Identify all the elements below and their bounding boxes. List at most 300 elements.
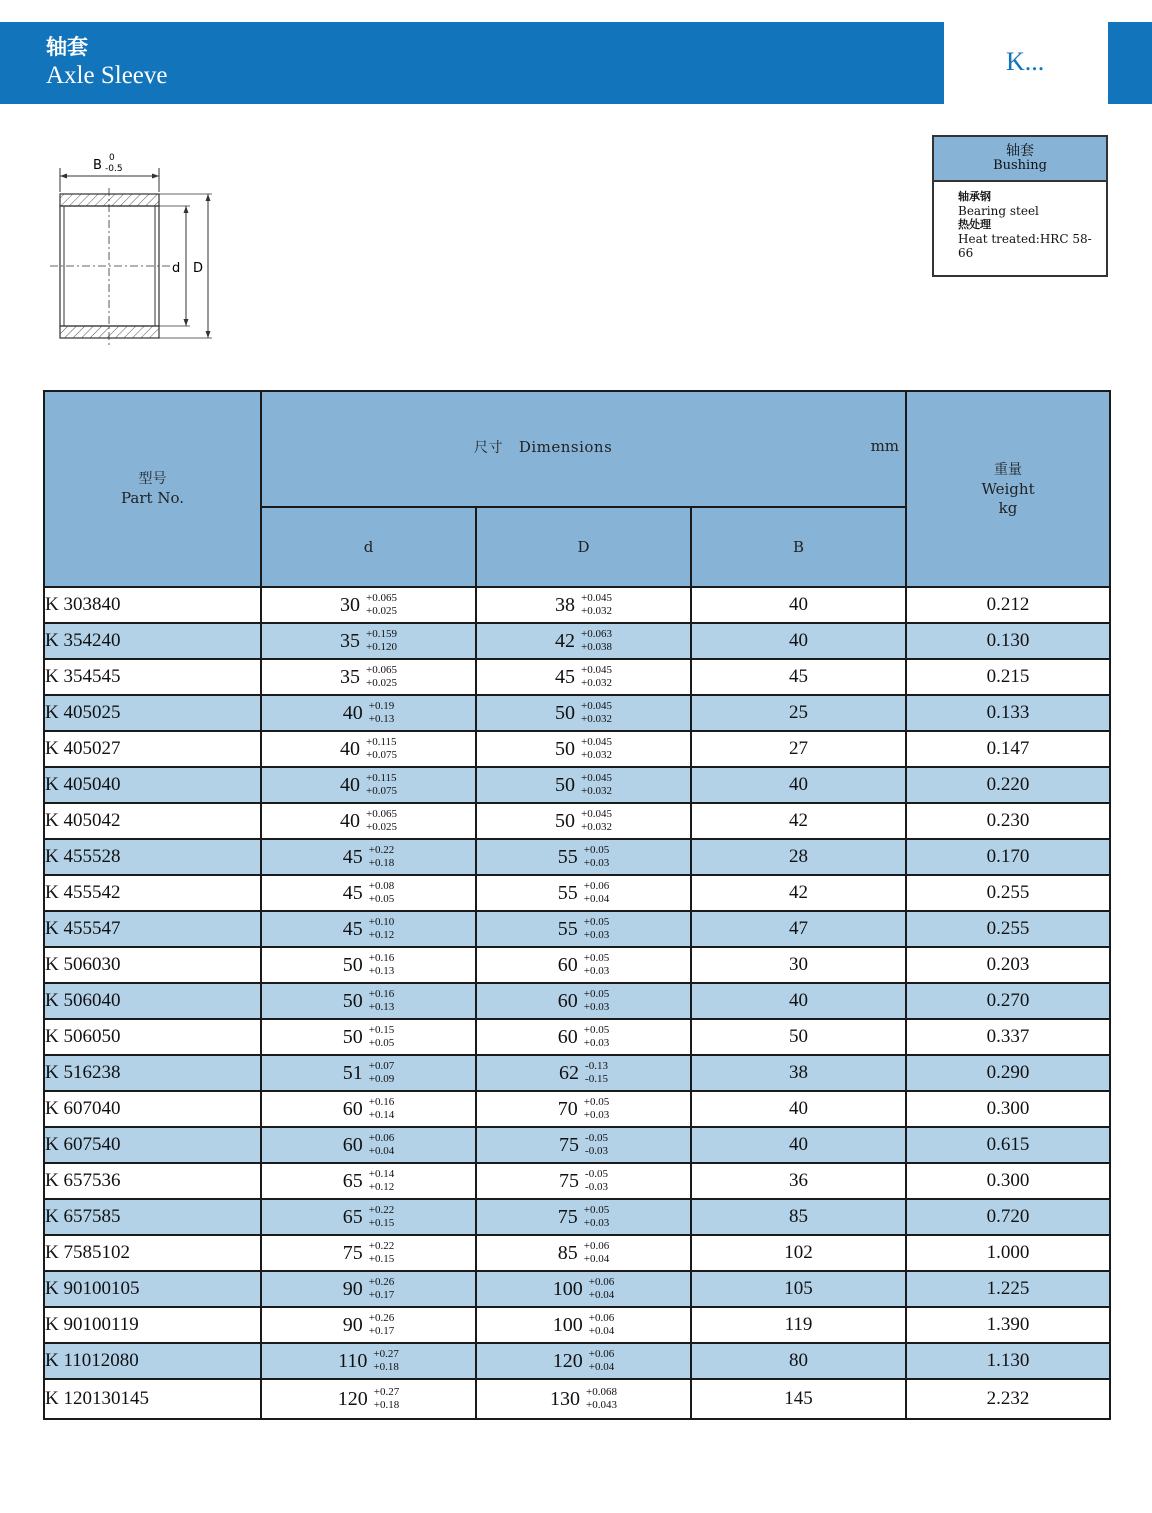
inner-tol-lower: +0.15 bbox=[368, 1253, 395, 1265]
material-head-cn: 轴套 bbox=[1006, 143, 1034, 159]
inner-tol-upper: +0.065 bbox=[366, 592, 397, 604]
outer-tol-upper: +0.06 bbox=[583, 1240, 610, 1252]
outer-tol-upper: +0.05 bbox=[583, 988, 610, 1000]
b-tol-upper: 0 bbox=[109, 153, 115, 163]
outer-tol-lower: +0.03 bbox=[583, 1001, 610, 1013]
outer-tol-lower: +0.032 bbox=[581, 605, 612, 617]
width-cell: 42 bbox=[691, 803, 906, 839]
inner-diameter: 75 bbox=[342, 1241, 363, 1264]
table-row bbox=[44, 803, 1110, 839]
width-cell: 45 bbox=[691, 659, 906, 695]
outer-tol-upper: +0.06 bbox=[588, 1276, 615, 1288]
outer-diameter: 120 bbox=[552, 1349, 583, 1372]
outer-tol-upper: -0.05 bbox=[585, 1132, 608, 1144]
weight-cell: 0.203 bbox=[906, 947, 1110, 983]
table-row bbox=[44, 1091, 1110, 1127]
outer-tol-upper: +0.05 bbox=[583, 1204, 610, 1216]
D-label: D bbox=[193, 261, 204, 276]
inner-diameter-cell bbox=[261, 695, 476, 731]
inner-tol-upper: +0.14 bbox=[368, 1168, 395, 1180]
table-row bbox=[44, 623, 1110, 659]
inner-tol-upper: +0.22 bbox=[368, 844, 395, 856]
inner-diameter-cell bbox=[261, 839, 476, 875]
outer-diameter: 100 bbox=[552, 1277, 583, 1300]
inner-diameter: 35 bbox=[340, 665, 361, 688]
weight-cell: 1.390 bbox=[906, 1307, 1110, 1343]
part-number-cell: K 11012080 bbox=[44, 1343, 261, 1379]
part-number-cell: K 405025 bbox=[44, 695, 261, 731]
part-number-cell: K 657585 bbox=[44, 1199, 261, 1235]
inner-diameter-cell bbox=[261, 947, 476, 983]
inner-tol-lower: +0.18 bbox=[373, 1399, 400, 1411]
inner-tol-upper: +0.15 bbox=[368, 1024, 395, 1036]
width-cell: 50 bbox=[691, 1019, 906, 1055]
outer-diameter-cell bbox=[476, 1379, 691, 1419]
part-number-cell: K 354545 bbox=[44, 659, 261, 695]
outer-diameter-cell bbox=[476, 983, 691, 1019]
outer-diameter-cell bbox=[476, 767, 691, 803]
inner-tol-upper: +0.26 bbox=[368, 1276, 395, 1288]
part-number-cell: K 607040 bbox=[44, 1091, 261, 1127]
outer-diameter-cell bbox=[476, 875, 691, 911]
outer-diameter-cell bbox=[476, 911, 691, 947]
width-cell: 145 bbox=[691, 1379, 906, 1419]
inner-tol-lower: +0.05 bbox=[368, 893, 395, 905]
outer-diameter-cell bbox=[476, 803, 691, 839]
inner-diameter-cell bbox=[261, 587, 476, 623]
header-dimensions-unit: mm bbox=[870, 437, 900, 455]
table-row bbox=[44, 1271, 1110, 1307]
inner-diameter: 90 bbox=[342, 1277, 363, 1300]
weight-cell: 1.000 bbox=[906, 1235, 1110, 1271]
inner-diameter: 60 bbox=[342, 1133, 363, 1156]
inner-diameter: 65 bbox=[342, 1205, 363, 1228]
material-line2-en: Heat treated:HRC 58-66 bbox=[958, 232, 1092, 260]
outer-diameter: 75 bbox=[559, 1133, 580, 1156]
table-row bbox=[44, 1307, 1110, 1343]
inner-diameter: 45 bbox=[342, 845, 363, 868]
inner-tol-lower: +0.17 bbox=[368, 1325, 395, 1337]
inner-diameter-cell bbox=[261, 1199, 476, 1235]
table-row bbox=[44, 731, 1110, 767]
inner-diameter-cell bbox=[261, 1127, 476, 1163]
inner-diameter: 110 bbox=[338, 1349, 368, 1372]
width-cell: 40 bbox=[691, 623, 906, 659]
outer-diameter: 62 bbox=[559, 1061, 580, 1084]
weight-cell: 0.255 bbox=[906, 875, 1110, 911]
width-cell: 40 bbox=[691, 1127, 906, 1163]
width-cell: 80 bbox=[691, 1343, 906, 1379]
outer-tol-upper: -0.05 bbox=[585, 1168, 608, 1180]
weight-cell: 0.130 bbox=[906, 623, 1110, 659]
part-number-cell: K 7585102 bbox=[44, 1235, 261, 1271]
inner-tol-lower: +0.13 bbox=[368, 713, 395, 725]
outer-tol-lower: +0.04 bbox=[588, 1361, 615, 1373]
outer-diameter-cell bbox=[476, 839, 691, 875]
outer-diameter-cell bbox=[476, 1091, 691, 1127]
table-row bbox=[44, 587, 1110, 623]
outer-diameter: 75 bbox=[559, 1169, 580, 1192]
inner-diameter: 30 bbox=[340, 593, 361, 616]
table-row bbox=[44, 659, 1110, 695]
inner-diameter: 35 bbox=[340, 629, 361, 652]
weight-cell: 0.300 bbox=[906, 1163, 1110, 1199]
inner-tol-lower: +0.13 bbox=[368, 1001, 395, 1013]
outer-diameter: 75 bbox=[557, 1205, 578, 1228]
width-cell: 40 bbox=[691, 767, 906, 803]
outer-tol-upper: +0.05 bbox=[583, 1096, 610, 1108]
inner-diameter-cell bbox=[261, 911, 476, 947]
inner-tol-lower: +0.025 bbox=[366, 821, 397, 833]
outer-tol-lower: +0.03 bbox=[583, 857, 610, 869]
series-code: K... bbox=[1006, 47, 1045, 76]
width-cell: 85 bbox=[691, 1199, 906, 1235]
outer-diameter: 55 bbox=[557, 845, 578, 868]
header-weight: 重量 Weight kg bbox=[906, 391, 1110, 587]
outer-tol-upper: +0.05 bbox=[583, 844, 610, 856]
header-col-D: D bbox=[476, 507, 691, 587]
inner-diameter-cell bbox=[261, 1055, 476, 1091]
width-cell: 105 bbox=[691, 1271, 906, 1307]
inner-tol-lower: +0.17 bbox=[368, 1289, 395, 1301]
inner-diameter-cell bbox=[261, 803, 476, 839]
table-row bbox=[44, 1235, 1110, 1271]
outer-tol-lower: +0.032 bbox=[581, 677, 612, 689]
outer-diameter-cell bbox=[476, 695, 691, 731]
inner-diameter-cell bbox=[261, 1163, 476, 1199]
outer-diameter-cell bbox=[476, 1271, 691, 1307]
inner-tol-lower: +0.05 bbox=[368, 1037, 395, 1049]
table-row bbox=[44, 1379, 1110, 1419]
outer-tol-upper: +0.05 bbox=[583, 952, 610, 964]
width-cell: 40 bbox=[691, 587, 906, 623]
table-row bbox=[44, 1163, 1110, 1199]
outer-diameter-cell bbox=[476, 1235, 691, 1271]
inner-tol-upper: +0.159 bbox=[366, 628, 397, 640]
outer-tol-upper: -0.13 bbox=[585, 1060, 608, 1072]
inner-diameter: 40 bbox=[340, 809, 361, 832]
weight-cell: 0.220 bbox=[906, 767, 1110, 803]
inner-tol-upper: +0.115 bbox=[366, 736, 397, 748]
width-cell: 40 bbox=[691, 983, 906, 1019]
outer-tol-lower: +0.043 bbox=[586, 1399, 617, 1411]
inner-tol-lower: +0.025 bbox=[366, 677, 397, 689]
outer-tol-lower: -0.03 bbox=[585, 1145, 608, 1157]
table-body bbox=[44, 587, 1110, 1419]
width-cell: 47 bbox=[691, 911, 906, 947]
outer-tol-lower: -0.15 bbox=[585, 1073, 608, 1085]
inner-tol-upper: +0.27 bbox=[373, 1386, 400, 1398]
outer-tol-lower: -0.03 bbox=[585, 1181, 608, 1193]
outer-tol-lower: +0.03 bbox=[583, 929, 610, 941]
outer-tol-upper: +0.045 bbox=[581, 808, 612, 820]
page-title: Axle Sleeve bbox=[46, 62, 168, 89]
d-label: d bbox=[172, 261, 181, 276]
part-number-cell: K 303840 bbox=[44, 587, 261, 623]
inner-diameter-cell bbox=[261, 1235, 476, 1271]
table-row bbox=[44, 1055, 1110, 1091]
inner-diameter: 50 bbox=[342, 989, 363, 1012]
width-cell: 36 bbox=[691, 1163, 906, 1199]
outer-diameter: 55 bbox=[557, 917, 578, 940]
inner-diameter-cell bbox=[261, 1379, 476, 1419]
inner-tol-upper: +0.26 bbox=[368, 1312, 395, 1324]
header-dimensions: 尺寸 Dimensions mm bbox=[261, 391, 906, 507]
outer-tol-lower: +0.03 bbox=[583, 1109, 610, 1121]
inner-tol-upper: +0.16 bbox=[368, 1096, 395, 1108]
outer-tol-lower: +0.032 bbox=[581, 749, 612, 761]
part-number-cell: K 405040 bbox=[44, 767, 261, 803]
part-number-cell: K 120130145 bbox=[44, 1379, 261, 1419]
b-tol-lower: -0.5 bbox=[105, 164, 123, 174]
outer-tol-upper: +0.06 bbox=[588, 1312, 615, 1324]
weight-cell: 0.255 bbox=[906, 911, 1110, 947]
inner-diameter: 120 bbox=[337, 1387, 368, 1410]
outer-tol-lower: +0.04 bbox=[583, 893, 610, 905]
spec-table bbox=[43, 390, 1111, 1420]
table-row bbox=[44, 1343, 1110, 1379]
table-row bbox=[44, 695, 1110, 731]
part-number-cell: K 90100119 bbox=[44, 1307, 261, 1343]
weight-cell: 0.170 bbox=[906, 839, 1110, 875]
part-number-cell: K 90100105 bbox=[44, 1271, 261, 1307]
table-row bbox=[44, 839, 1110, 875]
width-cell: 119 bbox=[691, 1307, 906, 1343]
inner-tol-upper: +0.19 bbox=[368, 700, 395, 712]
outer-diameter-cell bbox=[476, 623, 691, 659]
width-cell: 27 bbox=[691, 731, 906, 767]
inner-tol-upper: +0.115 bbox=[366, 772, 397, 784]
part-number-cell: K 405027 bbox=[44, 731, 261, 767]
part-number-cell: K 657536 bbox=[44, 1163, 261, 1199]
outer-diameter-cell bbox=[476, 1199, 691, 1235]
material-header bbox=[934, 137, 1106, 182]
outer-diameter: 45 bbox=[555, 665, 576, 688]
table-row bbox=[44, 1127, 1110, 1163]
table-row bbox=[44, 767, 1110, 803]
part-number-cell: K 516238 bbox=[44, 1055, 261, 1091]
outer-diameter: 130 bbox=[550, 1387, 581, 1410]
inner-tol-upper: +0.22 bbox=[368, 1204, 395, 1216]
outer-tol-upper: +0.045 bbox=[581, 736, 612, 748]
table-row bbox=[44, 875, 1110, 911]
outer-tol-lower: +0.032 bbox=[581, 785, 612, 797]
weight-cell: 0.720 bbox=[906, 1199, 1110, 1235]
outer-tol-upper: +0.05 bbox=[583, 916, 610, 928]
outer-diameter: 50 bbox=[555, 773, 576, 796]
table-row bbox=[44, 1019, 1110, 1055]
outer-diameter: 60 bbox=[557, 953, 578, 976]
weight-cell: 2.232 bbox=[906, 1379, 1110, 1419]
inner-tol-upper: +0.27 bbox=[373, 1348, 399, 1360]
outer-diameter: 70 bbox=[557, 1097, 578, 1120]
outer-diameter: 100 bbox=[552, 1313, 583, 1336]
part-number-cell: K 455547 bbox=[44, 911, 261, 947]
table-row bbox=[44, 911, 1110, 947]
inner-tol-upper: +0.07 bbox=[368, 1060, 395, 1072]
inner-diameter: 45 bbox=[342, 917, 363, 940]
material-line2-cn: 热处理 bbox=[958, 218, 991, 231]
inner-diameter: 51 bbox=[342, 1061, 363, 1084]
inner-diameter-cell bbox=[261, 1019, 476, 1055]
outer-diameter-cell bbox=[476, 731, 691, 767]
part-number-cell: K 506050 bbox=[44, 1019, 261, 1055]
inner-tol-upper: +0.06 bbox=[368, 1132, 395, 1144]
inner-tol-upper: +0.10 bbox=[368, 916, 395, 928]
outer-tol-upper: +0.045 bbox=[581, 772, 612, 784]
outer-tol-lower: +0.03 bbox=[583, 1037, 610, 1049]
inner-tol-lower: +0.18 bbox=[368, 857, 395, 869]
outer-tol-upper: +0.045 bbox=[581, 592, 612, 604]
outer-diameter: 50 bbox=[555, 809, 576, 832]
inner-diameter: 65 bbox=[342, 1169, 363, 1192]
table-row bbox=[44, 947, 1110, 983]
width-cell: 42 bbox=[691, 875, 906, 911]
width-cell: 102 bbox=[691, 1235, 906, 1271]
outer-tol-upper: +0.045 bbox=[581, 664, 612, 676]
table-row bbox=[44, 1199, 1110, 1235]
header-part-no: 型号 Part No. bbox=[44, 391, 261, 587]
outer-diameter: 60 bbox=[557, 1025, 578, 1048]
outer-diameter-cell bbox=[476, 587, 691, 623]
inner-tol-upper: +0.16 bbox=[368, 988, 395, 1000]
inner-diameter: 40 bbox=[340, 737, 361, 760]
material-line1-en: Bearing steel bbox=[958, 204, 1039, 218]
outer-diameter: 60 bbox=[557, 989, 578, 1012]
outer-tol-upper: +0.045 bbox=[581, 700, 612, 712]
outer-diameter-cell bbox=[476, 1307, 691, 1343]
outer-tol-lower: +0.04 bbox=[588, 1289, 615, 1301]
outer-diameter: 42 bbox=[555, 629, 576, 652]
page-title-cn: 轴套 bbox=[46, 35, 88, 59]
weight-cell: 0.230 bbox=[906, 803, 1110, 839]
part-number-cell: K 455528 bbox=[44, 839, 261, 875]
inner-tol-lower: +0.09 bbox=[368, 1073, 395, 1085]
inner-diameter-cell bbox=[261, 731, 476, 767]
outer-diameter-cell bbox=[476, 947, 691, 983]
outer-tol-lower: +0.04 bbox=[588, 1325, 615, 1337]
outer-tol-upper: +0.06 bbox=[583, 880, 610, 892]
sleeve-drawing bbox=[40, 150, 220, 350]
inner-tol-lower: +0.04 bbox=[368, 1145, 395, 1157]
inner-tol-lower: +0.075 bbox=[366, 749, 397, 761]
inner-diameter-cell bbox=[261, 983, 476, 1019]
outer-diameter: 85 bbox=[557, 1241, 578, 1264]
width-cell: 30 bbox=[691, 947, 906, 983]
inner-diameter: 50 bbox=[342, 953, 363, 976]
weight-cell: 0.147 bbox=[906, 731, 1110, 767]
material-head-en: Bushing bbox=[993, 158, 1047, 173]
inner-tol-upper: +0.065 bbox=[366, 808, 397, 820]
outer-tol-lower: +0.032 bbox=[581, 821, 612, 833]
outer-tol-upper: +0.06 bbox=[588, 1348, 615, 1360]
weight-cell: 0.337 bbox=[906, 1019, 1110, 1055]
inner-tol-lower: +0.075 bbox=[366, 785, 397, 797]
part-number-cell: K 506040 bbox=[44, 983, 261, 1019]
inner-diameter: 60 bbox=[342, 1097, 363, 1120]
inner-tol-lower: +0.120 bbox=[366, 641, 397, 653]
inner-diameter: 50 bbox=[342, 1025, 363, 1048]
header-col-d: d bbox=[261, 507, 476, 587]
inner-diameter-cell bbox=[261, 1271, 476, 1307]
part-number-cell: K 405042 bbox=[44, 803, 261, 839]
outer-diameter-cell bbox=[476, 1019, 691, 1055]
inner-diameter-cell bbox=[261, 1343, 476, 1379]
outer-tol-lower: +0.038 bbox=[581, 641, 612, 653]
inner-diameter: 40 bbox=[340, 773, 361, 796]
width-cell: 25 bbox=[691, 695, 906, 731]
inner-tol-lower: +0.15 bbox=[368, 1217, 395, 1229]
inner-diameter-cell bbox=[261, 623, 476, 659]
width-cell: 38 bbox=[691, 1055, 906, 1091]
inner-tol-lower: +0.14 bbox=[368, 1109, 395, 1121]
table-row bbox=[44, 983, 1110, 1019]
inner-diameter-cell bbox=[261, 659, 476, 695]
weight-cell: 0.212 bbox=[906, 587, 1110, 623]
inner-tol-lower: +0.12 bbox=[368, 1181, 395, 1193]
weight-cell: 1.130 bbox=[906, 1343, 1110, 1379]
outer-tol-lower: +0.03 bbox=[583, 1217, 610, 1229]
weight-cell: 0.615 bbox=[906, 1127, 1110, 1163]
inner-tol-lower: +0.18 bbox=[373, 1361, 399, 1373]
weight-cell: 1.225 bbox=[906, 1271, 1110, 1307]
outer-diameter: 50 bbox=[555, 701, 576, 724]
part-number-cell: K 455542 bbox=[44, 875, 261, 911]
outer-diameter-cell bbox=[476, 1055, 691, 1091]
outer-tol-upper: +0.063 bbox=[581, 628, 612, 640]
inner-tol-upper: +0.08 bbox=[368, 880, 395, 892]
outer-tol-lower: +0.04 bbox=[583, 1253, 610, 1265]
weight-cell: 0.300 bbox=[906, 1091, 1110, 1127]
header-col-B: B bbox=[691, 507, 906, 587]
inner-tol-lower: +0.12 bbox=[368, 929, 395, 941]
part-number-cell: K 354240 bbox=[44, 623, 261, 659]
weight-cell: 0.290 bbox=[906, 1055, 1110, 1091]
inner-diameter-cell bbox=[261, 875, 476, 911]
header-tab bbox=[1108, 22, 1152, 104]
inner-tol-upper: +0.16 bbox=[368, 952, 395, 964]
outer-tol-lower: +0.032 bbox=[581, 713, 612, 725]
inner-diameter-cell bbox=[261, 767, 476, 803]
inner-diameter: 40 bbox=[342, 701, 363, 724]
outer-diameter-cell bbox=[476, 1163, 691, 1199]
inner-diameter-cell bbox=[261, 1091, 476, 1127]
inner-tol-lower: +0.025 bbox=[366, 605, 397, 617]
material-box bbox=[932, 135, 1108, 277]
outer-diameter-cell bbox=[476, 659, 691, 695]
weight-cell: 0.270 bbox=[906, 983, 1110, 1019]
part-number-cell: K 506030 bbox=[44, 947, 261, 983]
outer-tol-lower: +0.03 bbox=[583, 965, 610, 977]
inner-diameter: 45 bbox=[342, 881, 363, 904]
part-number-cell: K 607540 bbox=[44, 1127, 261, 1163]
inner-diameter-cell bbox=[261, 1307, 476, 1343]
outer-diameter-cell bbox=[476, 1343, 691, 1379]
weight-cell: 0.215 bbox=[906, 659, 1110, 695]
weight-cell: 0.133 bbox=[906, 695, 1110, 731]
inner-tol-lower: +0.13 bbox=[368, 965, 395, 977]
material-line1-cn: 轴承钢 bbox=[958, 190, 991, 203]
outer-diameter: 38 bbox=[555, 593, 576, 616]
inner-tol-upper: +0.065 bbox=[366, 664, 397, 676]
material-body bbox=[934, 182, 1106, 260]
inner-tol-upper: +0.22 bbox=[368, 1240, 395, 1252]
b-label: B bbox=[93, 158, 102, 173]
outer-tol-upper: +0.068 bbox=[586, 1386, 617, 1398]
outer-diameter: 50 bbox=[555, 737, 576, 760]
width-cell: 40 bbox=[691, 1091, 906, 1127]
outer-diameter: 55 bbox=[557, 881, 578, 904]
